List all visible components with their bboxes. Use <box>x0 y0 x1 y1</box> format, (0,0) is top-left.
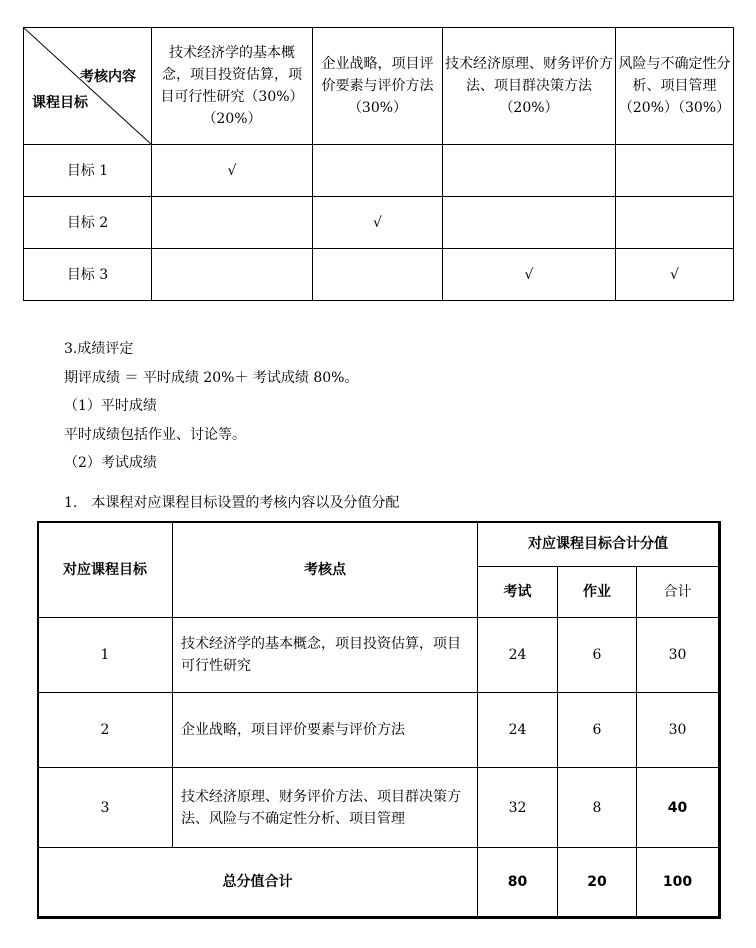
header-cell: 企业战略，项目评价要素与评价方法（30%） <box>312 27 443 145</box>
goal-number: 2 <box>37 692 173 768</box>
corner-bottom-label: 课程目标 <box>32 95 88 111</box>
homework-score: 6 <box>557 692 637 768</box>
check-mark-cell <box>442 144 616 197</box>
check-mark-cell <box>442 196 616 249</box>
exam-score: 24 <box>477 617 558 693</box>
total-exam: 80 <box>477 847 558 917</box>
assessment-point: 企业战略，项目评价要素与评价方法 <box>172 692 478 768</box>
check-mark-cell <box>151 248 313 301</box>
header-cell: 技术经济学的基本概念，项目投资估算，项目可行性研究（30%）（20%） <box>151 27 313 145</box>
check-mark-cell <box>615 144 734 197</box>
homework-score: 8 <box>557 767 637 848</box>
total-homework: 20 <box>557 847 637 917</box>
total-label: 总分值合计 <box>37 847 478 917</box>
regular-grade-description: 平时成绩包括作业、讨论等。 <box>64 427 246 443</box>
assessment-point: 技术经济学的基本概念，项目投资估算，项目可行性研究 <box>172 617 478 693</box>
check-mark-cell <box>312 248 443 301</box>
check-mark-cell: √ <box>151 144 313 197</box>
check-mark-cell <box>312 144 443 197</box>
header-point: 考核点 <box>172 521 478 618</box>
list-item-heading: 1. 本课程对应课程目标设置的考核内容以及分值分配 <box>64 495 400 511</box>
sum-score: 30 <box>636 617 719 693</box>
goal-label: 目标 2 <box>23 196 152 249</box>
goal-number: 3 <box>37 767 173 848</box>
check-mark-cell: √ <box>312 196 443 249</box>
header-sum: 合计 <box>636 566 719 618</box>
diagonal-header-cell <box>23 27 152 145</box>
header-goal: 对应课程目标 <box>37 521 173 618</box>
sum-score: 40 <box>636 767 719 848</box>
header-homework: 作业 <box>557 566 637 618</box>
header-cell: 风险与不确定性分析、项目管理（20%）（30%） <box>615 27 734 145</box>
goal-number: 1 <box>37 617 173 693</box>
exam-score: 32 <box>477 767 558 848</box>
check-mark-cell <box>615 196 734 249</box>
sum-score: 30 <box>636 692 719 768</box>
total-sum: 100 <box>636 847 719 917</box>
check-mark-cell <box>151 196 313 249</box>
subheading-exam-grade: （2）考试成绩 <box>64 455 157 471</box>
section-heading: 3.成绩评定 <box>64 341 134 357</box>
check-mark-cell: √ <box>442 248 616 301</box>
check-mark-cell: √ <box>615 248 734 301</box>
corner-top-label: 考核内容 <box>80 69 136 85</box>
goal-label: 目标 1 <box>23 144 152 197</box>
header-total-group: 对应课程目标合计分值 <box>477 521 719 567</box>
exam-score: 24 <box>477 692 558 768</box>
grade-formula: 期评成绩 ＝ 平时成绩 20%＋ 考试成绩 80%。 <box>64 370 359 386</box>
goal-label: 目标 3 <box>23 248 152 301</box>
header-exam: 考试 <box>477 566 558 618</box>
header-cell: 技术经济原理、财务评价方法、项目群决策方法（20%） <box>442 27 616 145</box>
subheading-regular-grade: （1）平时成绩 <box>64 398 157 414</box>
homework-score: 6 <box>557 617 637 693</box>
assessment-point: 技术经济原理、财务评价方法、项目群决策方法、风险与不确定性分析、项目管理 <box>172 767 478 848</box>
